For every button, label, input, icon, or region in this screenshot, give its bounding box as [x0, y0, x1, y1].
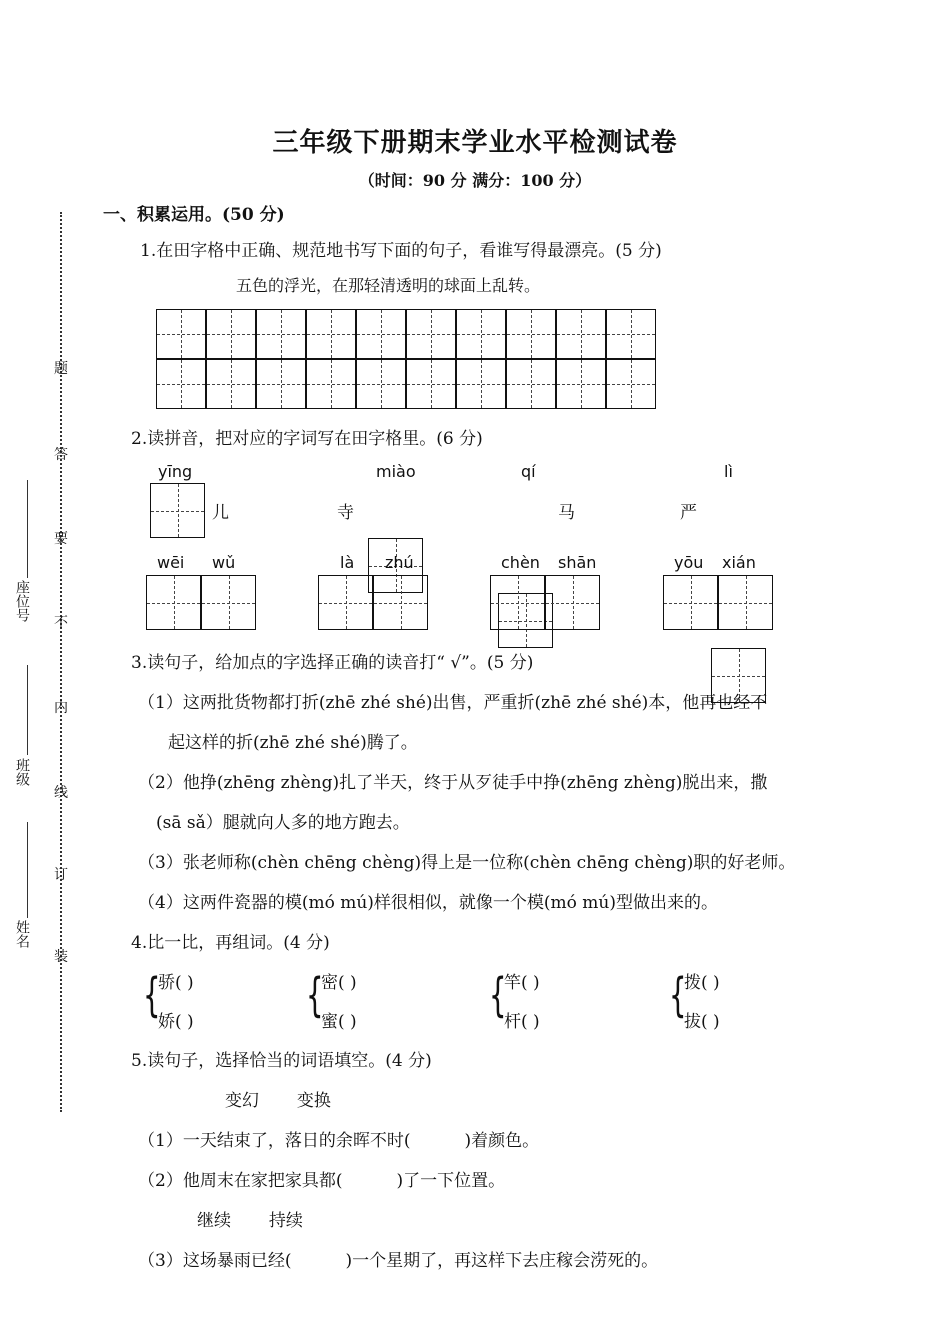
compare-word[interactable]: 蜜( ): [321, 1012, 357, 1032]
tianzige-cell[interactable]: [456, 309, 506, 359]
q5-word-choices: 变幻 变换: [225, 1091, 331, 1111]
seat-number-label: 座位号: [14, 580, 30, 622]
brace-icon: {: [143, 968, 161, 1022]
given-char: 马: [558, 503, 575, 523]
q5-prompt: 5.读句子，选择恰当的词语填空。(4 分): [131, 1051, 432, 1071]
tianzige-cell[interactable]: [356, 309, 406, 359]
class-label: 班级: [14, 758, 30, 786]
pinyin: yīng: [158, 462, 193, 481]
tianzige-cell[interactable]: [356, 359, 406, 409]
q3-prompt: 3.读句子，给加点的字选择正确的读音打“ √”。(5 分): [131, 653, 534, 673]
name-blank[interactable]: [27, 822, 28, 918]
given-char: 严: [680, 503, 697, 523]
pinyin: wēi: [157, 553, 185, 572]
binding-char: 装: [54, 949, 68, 965]
tianzige-cell[interactable]: [606, 359, 656, 409]
q1-sentence: 五色的浮光，在那轻清透明的球面上乱转。: [236, 276, 541, 295]
q5-sentence[interactable]: （2）他周末在家把家具都( )了一下位置。: [138, 1171, 506, 1191]
pinyin: qí: [521, 462, 536, 481]
tianzige-cell[interactable]: [556, 309, 606, 359]
grid-row: [156, 309, 656, 359]
binding-char: 订: [54, 867, 68, 883]
pinyin: yōu: [674, 553, 704, 572]
compare-word[interactable]: 杆( ): [504, 1012, 540, 1032]
tianzige-cell[interactable]: [506, 359, 556, 409]
q3-line: (sā sǎ）腿就向人多的地方跑去。: [156, 813, 410, 833]
pinyin: là: [340, 553, 355, 572]
q5-word-choices: 继续 持续: [197, 1211, 303, 1231]
class-blank[interactable]: [27, 665, 28, 755]
tianzige-cell[interactable]: [606, 309, 656, 359]
binding-char: 内: [54, 700, 68, 716]
tianzige-cell[interactable]: [490, 575, 545, 630]
binding-char: 要: [54, 531, 68, 547]
grid-row: [156, 359, 656, 409]
pinyin: zhú: [385, 553, 414, 572]
tianzige-cell[interactable]: [318, 575, 373, 630]
pinyin: miào: [376, 462, 416, 481]
seat-number-blank[interactable]: [27, 480, 28, 578]
q4-prompt: 4.比一比，再组词。(4 分): [131, 933, 330, 953]
q5-sentence[interactable]: （3）这场暴雨已经( )一个星期了，再这样下去庄稼会涝死的。: [138, 1251, 659, 1271]
tianzige-cell[interactable]: [206, 359, 256, 409]
pinyin: shān: [558, 553, 597, 572]
brace-icon: {: [669, 968, 687, 1022]
tianzige-cell[interactable]: [663, 575, 718, 630]
compare-word[interactable]: 娇( ): [158, 1012, 194, 1032]
tianzige-cell[interactable]: [556, 359, 606, 409]
pinyin: wǔ: [212, 553, 236, 572]
tianzige-cell[interactable]: [256, 309, 306, 359]
pinyin: xián: [722, 553, 756, 572]
binding-dotted-line: [60, 212, 62, 1112]
tianzige-cell[interactable]: [456, 359, 506, 409]
tianzige-cell[interactable]: [156, 359, 206, 409]
name-label: 姓名: [14, 920, 30, 948]
tianzige-cell[interactable]: [718, 575, 773, 630]
tianzige-cell[interactable]: [306, 359, 356, 409]
tianzige-cell[interactable]: [150, 483, 205, 538]
binding-char: 答: [54, 447, 68, 463]
q1-writing-grid[interactable]: [156, 309, 656, 409]
tianzige-cell[interactable]: [146, 575, 201, 630]
compare-word[interactable]: 骄( ): [158, 973, 194, 993]
word-grid: [490, 575, 600, 630]
word-grid: [146, 575, 256, 630]
tianzige-cell[interactable]: [306, 309, 356, 359]
tianzige-cell[interactable]: [156, 309, 206, 359]
tianzige-cell[interactable]: [373, 575, 428, 630]
compare-word[interactable]: 拨( ): [684, 973, 720, 993]
given-char: 儿: [212, 503, 229, 523]
q3-line: （2）他挣(zhēng zhèng)扎了半天，终于从歹徒手中挣(zhēng zhèng)脱出来，撒: [138, 773, 768, 793]
section-heading: 一、积累运用。(50 分): [103, 205, 285, 225]
q2-prompt: 2.读拼音，把对应的字词写在田字格里。(6 分): [131, 429, 483, 449]
word-grid: [663, 575, 773, 630]
page-title: 三年级下册期末学业水平检测试卷: [272, 128, 678, 158]
binding-char: 不: [54, 615, 68, 631]
tianzige-cell[interactable]: [406, 309, 456, 359]
brace-icon: {: [306, 968, 324, 1022]
q1-prompt: 1.在田字格中正确、规范地书写下面的句子，看谁写得最漂亮。(5 分): [140, 241, 662, 261]
word-grid: [318, 575, 428, 630]
binding-char: 题: [54, 361, 68, 377]
pinyin: lì: [724, 462, 733, 481]
compare-word[interactable]: 密( ): [321, 973, 357, 993]
given-char: 寺: [337, 503, 354, 523]
q3-line: （4）这两件瓷器的模(mó mú)样很相似，就像一个模(mó mú)型做出来的。: [138, 893, 718, 913]
tianzige-cell[interactable]: [256, 359, 306, 409]
q3-line: （1）这两批货物都打折(zhē zhé shé)出售，严重折(zhē zhé shé)本，他再也经不: [138, 693, 768, 713]
tianzige-cell[interactable]: [201, 575, 256, 630]
tianzige-cell[interactable]: [206, 309, 256, 359]
compare-word[interactable]: 竿( ): [504, 973, 540, 993]
tianzige-cell[interactable]: [506, 309, 556, 359]
pinyin: chèn: [501, 553, 540, 572]
compare-word[interactable]: 拔( ): [684, 1012, 720, 1032]
tianzige-cell[interactable]: [545, 575, 600, 630]
q3-line: （3）张老师称(chèn chēng chèng)得上是一位称(chèn chēng chèng)职的好老师。: [138, 853, 796, 873]
q5-sentence[interactable]: （1）一天结束了，落日的余晖不时( )着颜色。: [138, 1131, 540, 1151]
tianzige-cell[interactable]: [406, 359, 456, 409]
page-subtitle: （时间：90 分 满分：100 分）: [358, 171, 592, 190]
q3-line: 起这样的折(zhē zhé shé)腾了。: [168, 733, 418, 753]
binding-char: 线: [54, 785, 68, 801]
brace-icon: {: [489, 968, 507, 1022]
